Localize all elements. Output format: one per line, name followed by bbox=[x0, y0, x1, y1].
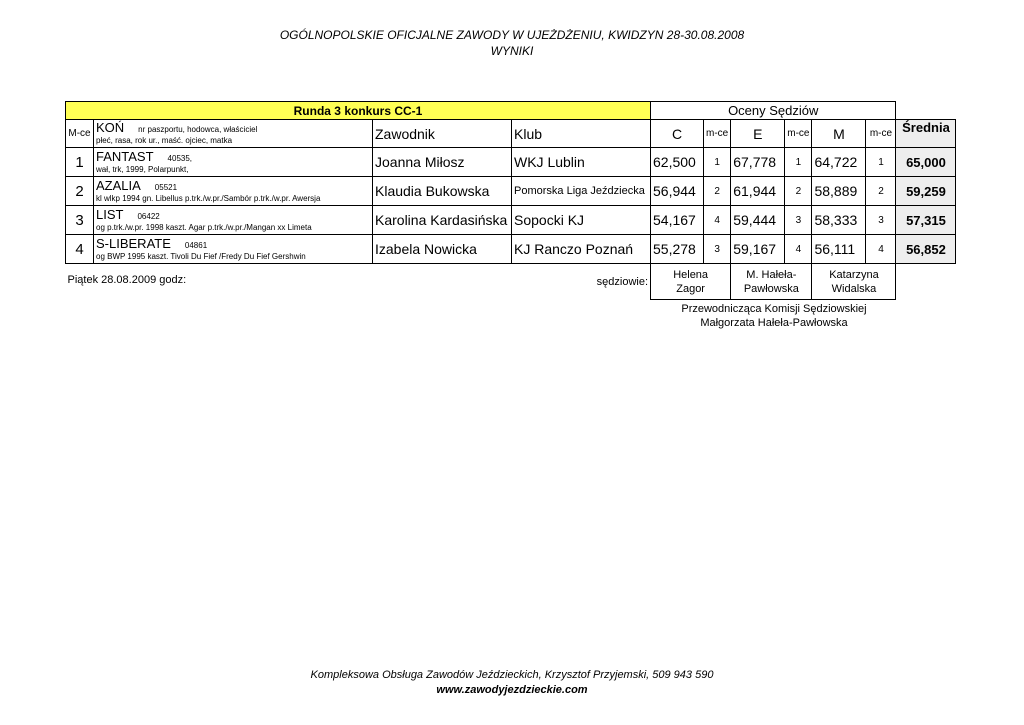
horse-header bbox=[94, 120, 373, 148]
judge-m-name: Katarzyna Widalska bbox=[812, 264, 896, 300]
judge-e-rank-header: m-ce bbox=[785, 120, 812, 148]
judge-c-score: 55,278 bbox=[651, 235, 704, 264]
judge-c-rank: 4 bbox=[704, 206, 731, 235]
horse-cell bbox=[94, 235, 373, 264]
horse-details: og p.trk./w.pr. 1998 kaszt. Agar p.trk./w.pr./Mangan xx Limeta bbox=[96, 222, 312, 232]
row-place: 2 bbox=[66, 177, 94, 206]
rider-header: Zawodnik bbox=[373, 120, 512, 148]
judge-c-score: 54,167 bbox=[651, 206, 704, 235]
judge-m-header: M bbox=[812, 120, 866, 148]
club-name: Sopocki KJ bbox=[512, 206, 651, 235]
horse-passport: 40535, bbox=[167, 153, 193, 163]
horse-info-line1: nr paszportu, hodowca, właściciel bbox=[138, 125, 258, 134]
judge-m-score: 58,333 bbox=[812, 206, 866, 235]
rider-name: Klaudia Bukowska bbox=[373, 177, 512, 206]
rider-name: Joanna Miłosz bbox=[373, 148, 512, 177]
date-text: Piątek 28.08.2009 godz: bbox=[67, 274, 187, 286]
average-score: 56,852 bbox=[896, 235, 956, 264]
judge-c-name: Helena Zagor bbox=[651, 264, 731, 300]
horse-name: FANTAST bbox=[96, 148, 154, 164]
judge-m-rank-header: m-ce bbox=[866, 120, 896, 148]
horse-name: AZALIA bbox=[96, 177, 141, 193]
table-row bbox=[66, 177, 956, 206]
footer-website[interactable]: www.zawodyjezdzieckie.com bbox=[436, 684, 588, 696]
average-header: Średnia bbox=[896, 120, 956, 148]
judge-c-score: 56,944 bbox=[651, 177, 704, 206]
horse-details: wał, trk, 1999, Polarpunkt, bbox=[96, 164, 189, 174]
average-score: 65,000 bbox=[896, 148, 956, 177]
judge-e-name: M. Hałeła- Pawłowska bbox=[731, 264, 812, 300]
judge-c-rank: 1 bbox=[704, 148, 731, 177]
judge-c-rank: 2 bbox=[704, 177, 731, 206]
club-name: KJ Ranczo Poznań bbox=[512, 235, 651, 264]
club-name: WKJ Lublin bbox=[512, 148, 651, 177]
judge-c-score: 62,500 bbox=[651, 148, 704, 177]
judge-e-rank: 3 bbox=[785, 206, 812, 235]
club-name: Pomorska Liga Jeździecka bbox=[512, 177, 651, 206]
judges-label: sędziowie: bbox=[596, 275, 648, 288]
judge-m-rank: 3 bbox=[866, 206, 896, 235]
table-row bbox=[66, 235, 956, 264]
judge-c-header: C bbox=[651, 120, 704, 148]
commission-chair: Małgorzata Hałeła-Pawłowska bbox=[700, 317, 848, 329]
row-place: 4 bbox=[66, 235, 94, 264]
horse-name: LIST bbox=[96, 206, 124, 222]
judge-e-score: 59,167 bbox=[731, 235, 785, 264]
judge-e-score: 59,444 bbox=[731, 206, 785, 235]
horse-cell bbox=[94, 148, 373, 177]
judge-m-rank: 1 bbox=[866, 148, 896, 177]
footer-organizer: Kompleksowa Obsługa Zawodów Jeździeckich, Krzysztof Przyjemski, 509 943 590 bbox=[310, 669, 714, 681]
horse-details: kl wlkp 1994 gn. Libellus p.trk./w.pr./Sambór p.trk./w.pr. Awersja bbox=[96, 193, 321, 203]
place-header: M-ce bbox=[66, 120, 94, 148]
horse-cell bbox=[94, 177, 373, 206]
judge-e-header: E bbox=[731, 120, 785, 148]
table-row bbox=[66, 148, 956, 177]
results-table bbox=[65, 101, 956, 300]
judge-e-rank: 1 bbox=[785, 148, 812, 177]
horse-details: og BWP 1995 kaszt. Tivoli Du Fief /Fredy Du Fief Gershwin bbox=[96, 251, 306, 261]
horse-info-line2: płeć, rasa, rok ur., maść. ojciec, matka bbox=[96, 136, 233, 145]
judge-m-score: 58,889 bbox=[812, 177, 866, 206]
judge-e-score: 67,778 bbox=[731, 148, 785, 177]
judge-c-rank-header: m-ce bbox=[704, 120, 731, 148]
judge-m-score: 64,722 bbox=[812, 148, 866, 177]
row-place: 3 bbox=[66, 206, 94, 235]
judge-e-rank: 4 bbox=[785, 235, 812, 264]
judge-e-score: 61,944 bbox=[731, 177, 785, 206]
rider-name: Karolina Kardasińska bbox=[373, 206, 512, 235]
horse-header-label: KOŃ bbox=[96, 120, 125, 135]
table-row bbox=[66, 206, 956, 235]
horse-passport: 04861 bbox=[184, 240, 208, 250]
round-title: Runda 3 konkurs CC-1 bbox=[66, 102, 651, 120]
rider-name: Izabela Nowicka bbox=[373, 235, 512, 264]
judge-e-rank: 2 bbox=[785, 177, 812, 206]
judge-m-rank: 2 bbox=[866, 177, 896, 206]
average-score: 57,315 bbox=[896, 206, 956, 235]
document-subtitle: WYNIKI bbox=[490, 44, 534, 58]
horse-passport: 06422 bbox=[137, 211, 160, 221]
commission-title: Przewodnicząca Komisji Sędziowskiej bbox=[681, 303, 867, 315]
judge-m-rank: 4 bbox=[866, 235, 896, 264]
judge-c-rank: 3 bbox=[704, 235, 731, 264]
judge-m-score: 56,111 bbox=[812, 235, 866, 264]
horse-passport: 05521 bbox=[154, 182, 178, 192]
row-place: 1 bbox=[66, 148, 94, 177]
horse-cell bbox=[94, 206, 373, 235]
document-title: OGÓLNOPOLSKIE OFICJALNE ZAWODY W UJEŻDŻENIU, KWIDZYN 28-30.08.2008 bbox=[279, 28, 745, 42]
horse-name: S-LIBERATE bbox=[96, 235, 171, 251]
judges-title: Oceny Sędziów bbox=[651, 102, 896, 120]
average-score: 59,259 bbox=[896, 177, 956, 206]
club-header: Klub bbox=[512, 120, 651, 148]
